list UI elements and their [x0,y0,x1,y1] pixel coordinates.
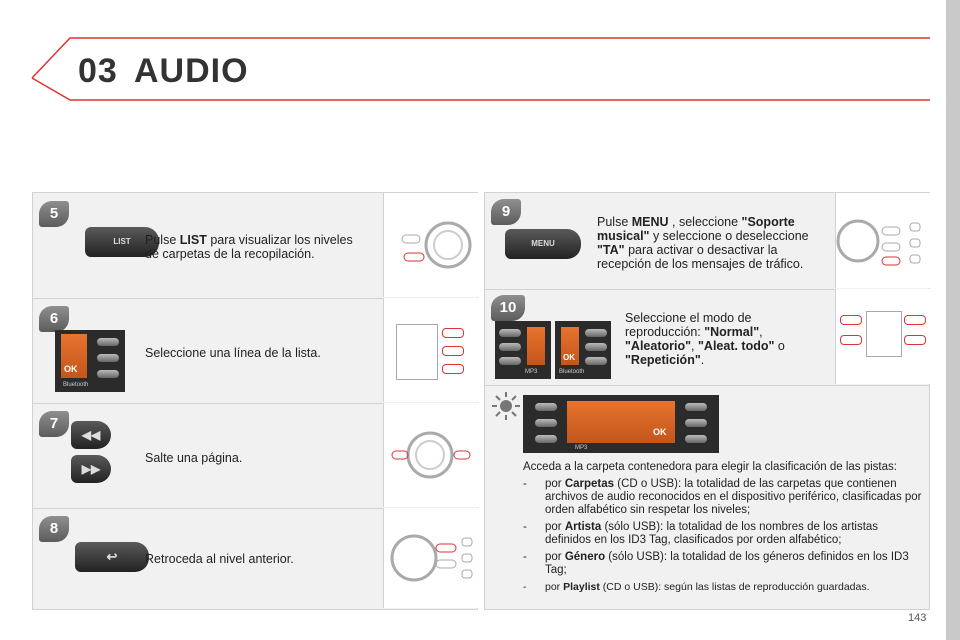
step-badge: 5 [39,201,69,227]
side-button [499,343,521,351]
text-part: para visualizar los niveles de carpetas de la recopilación. [145,233,353,261]
menu-button-image [505,229,581,259]
text-part: Seleccione el modo de reproducción: [625,311,752,339]
red-button [442,346,464,356]
step-5 [33,193,477,299]
mp3-label: MP3 [525,369,538,375]
step-7 [33,403,477,509]
text-part: para activar o desactivar la recepción de los mensajes de tráfico. [597,243,804,271]
text-part: por [545,521,565,533]
back-button-image: ↩ [75,542,149,572]
dial-illustration [384,508,478,608]
red-button [904,315,926,325]
control-panel-thumb [835,289,930,384]
text-part: por [545,581,564,593]
control-panel-thumb [383,193,478,297]
side-button [585,343,607,351]
step-8 [33,508,477,609]
text-bold: Playlist [563,581,600,593]
text-bold: "Aleatorio" [625,339,692,353]
text-part: Pulse [145,233,180,247]
control-panel-thumb [835,193,930,288]
text-part: (sólo USB): la totalidad de los géneros definidos en los ID3 Tag; [545,551,909,576]
screen-outline [866,311,902,357]
side-button [685,419,707,427]
side-button [499,357,521,365]
side-button [97,338,119,346]
side-button [585,329,607,337]
text-bold: MENU [631,215,669,229]
step-7-text: Salte una página. [145,451,243,465]
step-badge: 7 [39,411,69,437]
lcd-display [527,327,545,365]
text-part: y seleccione o deseleccione [649,229,809,243]
side-button [535,403,557,411]
right-panel [484,192,930,610]
dial-illustration [836,193,930,288]
mp3-label: MP3 [575,445,588,451]
step-10 [485,289,929,386]
ok-label: OK [563,353,575,362]
side-button [585,357,607,365]
text-bold: Artista [564,521,602,533]
step-6-text: Seleccione una línea de la lista. [145,346,321,360]
chapter-title: AUDIO [134,52,249,90]
side-button [97,370,119,378]
text-bold: "Normal" [704,325,760,339]
side-button [685,403,707,411]
red-button [442,364,464,374]
text-part: , [691,339,698,353]
classification-screen-image [523,395,719,453]
step-badge: 8 [39,516,69,542]
step-badge: 9 [491,199,521,225]
chapter-number: 03 [78,52,118,90]
chapter-header [0,0,960,110]
text-part: por [545,478,565,490]
lcd-display [567,401,675,443]
list-dash: - [523,581,527,593]
text-part: o [774,339,785,353]
side-button [685,435,707,443]
list-item [523,478,923,517]
control-panel-thumb [383,403,478,507]
text-bold: Carpetas [564,478,615,490]
red-button [840,315,862,325]
side-button [97,354,119,362]
step-9-text [597,215,817,271]
ok-label: OK [64,364,78,374]
red-button [442,328,464,338]
text-bold: "Aleat. todo" [697,339,775,353]
screen-outline [396,324,438,380]
bluetooth-label: Bluetooth [63,382,89,388]
list-button-label: LIST [113,237,131,246]
list-dash: - [523,521,527,533]
list-screen-image [55,330,125,392]
tip-section [485,385,929,609]
step-badge: 6 [39,306,69,332]
control-panel-thumb [383,298,478,402]
text-bold: "Soporte musical" [597,215,795,243]
red-button [840,335,862,345]
text-part: , seleccione [668,215,742,229]
text-bold: LIST [179,233,207,247]
text-part: (sólo USB): la totalidad de los nombres de los artistas definidos en los ID3 Tag, clasificados por orden alfabético; [545,521,879,546]
text-bold: "Repetición" [625,353,701,367]
text-part: . [700,353,705,367]
forward-button-image: ▶▶ [71,455,111,483]
left-panel [32,192,478,610]
sun-tip-icon [491,391,521,421]
ok-label: OK [653,427,667,437]
step-5-text [145,233,365,261]
step-10-text [625,311,825,367]
text-part: (CD o USB): la totalidad de las carpetas que contienen archivos de audio reconocidos en el dispositivo periférico, clasificadas por orden alfabético sin respetar los niveles; [545,478,922,516]
step-9 [485,193,929,290]
list-item [523,521,923,547]
step-badge: 10 [491,295,525,321]
step-8-text: Retroceda al nivel anterior. [145,552,294,566]
red-button [904,335,926,345]
rewind-button-image: ◀◀ [71,421,111,449]
list-item [523,551,923,577]
classification-description [523,461,923,594]
dial-illustration [384,193,478,297]
text-part: , [759,325,763,339]
text-part: por [545,551,565,563]
text-bold: "TA" [597,243,625,257]
side-button [499,329,521,337]
text-bold: Género [564,551,606,563]
lcd-display [61,334,87,378]
side-button [535,435,557,443]
control-panel-thumb [383,508,478,608]
text-part: Pulse [597,215,632,229]
page-number: 143 [908,612,927,624]
list-dash: - [523,478,527,490]
side-button [535,419,557,427]
list-dash: - [523,551,527,563]
play-mode-screen-left [495,321,551,379]
dial-illustration [384,403,478,507]
step-6 [33,298,477,404]
play-mode-screen-right [555,321,611,379]
tip-intro: Acceda a la carpeta contenedora para elegir la clasificación de las pistas: [523,461,897,473]
bluetooth-label: Bluetooth [559,369,585,375]
menu-button-label: MENU [531,239,555,248]
text-part: (CD o USB): según las listas de reproducción guardadas. [599,581,870,593]
list-item [523,581,923,594]
lcd-display [561,327,579,365]
